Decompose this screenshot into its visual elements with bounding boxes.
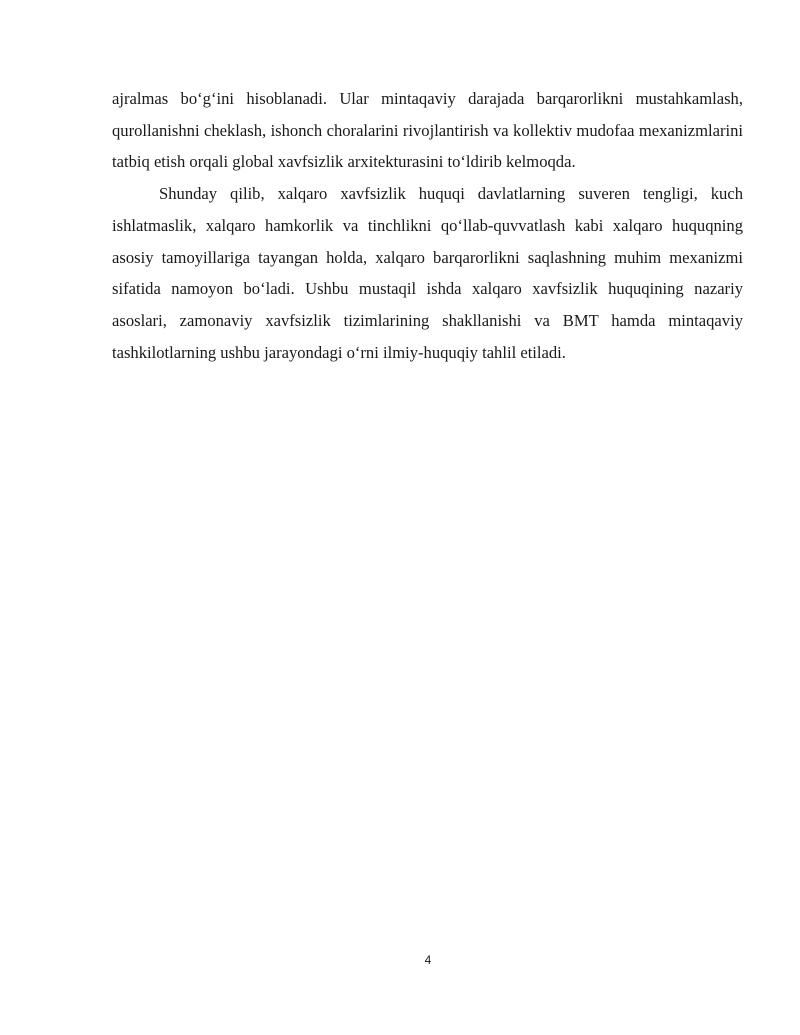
paragraph-continuation: ajralmas bo‘g‘ini hisoblanadi. Ular mintaqaviy darajada barqarorlikni mustahkamlash, qurollanishni cheklash, ishonch choralarini rivojlantirish va kollektiv mudofaa mexanizmlarini tatbiq etish orqali global xavfsizlik arxitekturasini to‘ldirib kelmoqda. bbox=[112, 89, 743, 172]
paragraph-conclusion: Shunday qilib, xalqaro xavfsizlik huquqi davlatlarning suveren tengligi, kuch ishlatmaslik, xalqaro hamkorlik va tinchlikni qo‘llab-quvvatlash kabi xalqaro huquqning asosiy tamoyillariga tayangan holda, xalqaro barqarorlikni saqlashning muhim mexanizmi sifatida namoyon bo‘ladi. Ushbu mustaqil ishda xalqaro xavfsizlik huquqining nazariy asoslari, zamonaviy xavfsizlik tizimlarining shakllanishi va BMT hamda mintaqaviy tashkilotlarning ushbu jarayondagi o‘rni ilmiy-huquqiy tahlil etiladi. bbox=[112, 184, 743, 362]
page-number: 4 bbox=[424, 953, 432, 967]
body-text bbox=[112, 83, 743, 368]
